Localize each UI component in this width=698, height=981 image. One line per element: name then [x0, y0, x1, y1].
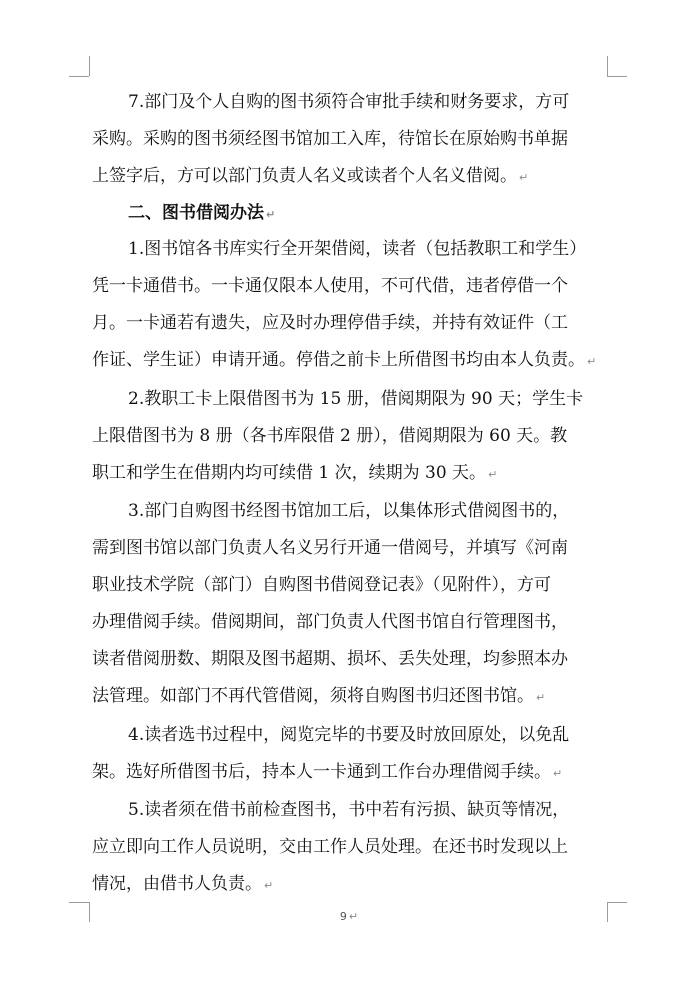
crop-mark-top-left-v — [89, 56, 90, 76]
crop-mark-top-right-v — [607, 56, 608, 76]
paragraph-mark: ↵ — [264, 879, 274, 892]
text-line — [92, 686, 545, 708]
text-line — [92, 762, 562, 784]
text-line: 采购。采购的图书须经图书馆加工入库，待馆长在原始购书单据 — [92, 129, 568, 149]
text-line-content: 法管理。如部门不再代管借阅，须将自购图书归还图书馆。 — [92, 686, 534, 706]
text-line: 5.读者须在借书前检查图书，书中若有污损、缺页等情况， — [128, 800, 570, 820]
paragraph-mark: ↵ — [587, 355, 597, 368]
text-line-content: 架。选好所借图书后，持本人一卡通到工作台办理借阅手续。 — [92, 762, 551, 782]
paragraph-mark: ↵ — [519, 171, 529, 184]
crop-mark-top-right-h — [607, 76, 627, 77]
text-line: 1.图书馆各书库实行全开架借阅，读者（包括教职工和学生） — [128, 239, 587, 259]
text-line: 凭一卡通借书。一卡通仅限本人使用，不可代借，违者停借一个 — [92, 276, 568, 296]
text-line: 4.读者选书过程中，阅览完毕的书要及时放回原处，以免乱 — [128, 725, 570, 745]
text-line — [92, 350, 596, 372]
text-line: 办理借阅手续。借阅期间，部门负责人代图书馆自行管理图书， — [92, 612, 568, 632]
text-line: 职业技术学院（部门）自购图书借阅登记表》（见附件），方可 — [92, 575, 551, 595]
crop-mark-top-left-h — [69, 76, 89, 77]
text-line — [92, 166, 528, 188]
paragraph-mark: ↵ — [553, 767, 563, 780]
paragraph-mark: ↵ — [348, 910, 359, 923]
page-number — [0, 910, 698, 923]
paragraph-mark: ↵ — [536, 691, 546, 704]
text-line — [92, 463, 497, 485]
paragraph-mark: ↵ — [488, 468, 498, 481]
text-line: 3.部门自购图书经图书馆加工后，以集体形式借阅图书的， — [128, 501, 570, 521]
crop-mark-bottom-right-h — [607, 902, 627, 903]
text-line — [92, 874, 273, 896]
text-line-content: 职工和学生在借期内均可续借 1 次，续期为 30 天。 — [92, 463, 487, 483]
text-line-content: 上签字后，方可以部门负责人名义或读者个人名义借阅。 — [92, 166, 517, 186]
text-line: 读者借阅册数、期限及图书超期、损坏、丢失处理，均参照本办 — [92, 649, 568, 669]
paragraph-mark: ↵ — [266, 208, 276, 221]
crop-mark-bottom-left-h — [69, 902, 89, 903]
text-line: 7.部门及个人自购的图书须符合审批手续和财务要求，方可 — [128, 92, 570, 112]
text-line: 月。一卡通若有遗失，应及时办理停借手续，并持有效证件（工 — [92, 313, 568, 333]
section-heading-text: 二、图书借阅办法 — [128, 203, 264, 223]
text-line: 上限借图书为 8 册（各书库限借 2 册），借阅期限为 60 天。教 — [92, 426, 568, 446]
text-line: 需到图书馆以部门负责人名义另行开通一借阅号，并填写《河南 — [92, 538, 568, 558]
text-line: 应立即向工作人员说明，交由工作人员处理。在还书时发现以上 — [92, 837, 568, 857]
page-number-value: 9 — [339, 910, 347, 923]
text-line-content: 作证、学生证）申请开通。停借之前卡上所借图书均由本人负责。 — [92, 350, 585, 370]
text-line: 2.教职工卡上限借图书为 15 册，借阅期限为 90 天；学生卡 — [128, 389, 584, 409]
text-line-content: 情况，由借书人负责。 — [92, 874, 262, 894]
section-heading — [128, 203, 275, 225]
